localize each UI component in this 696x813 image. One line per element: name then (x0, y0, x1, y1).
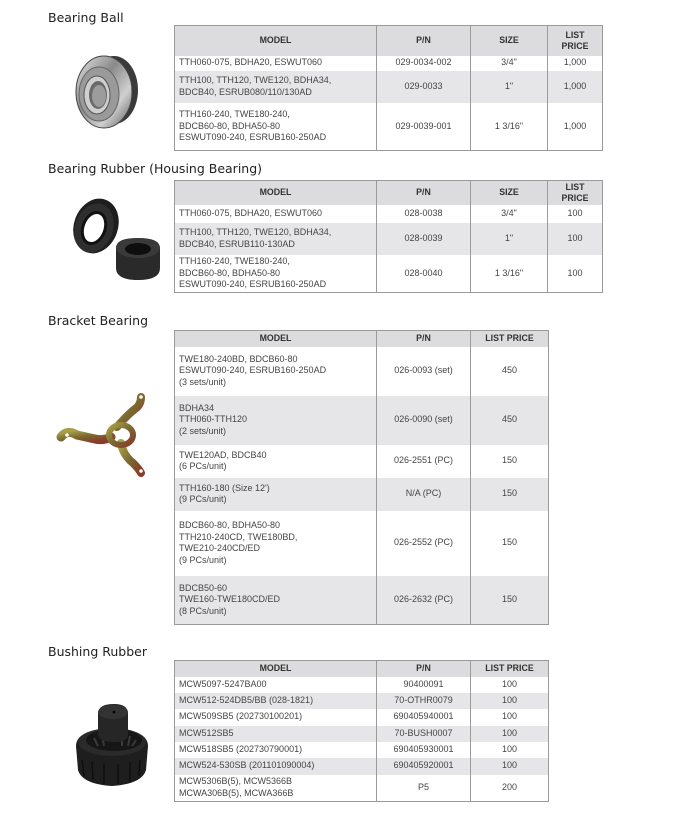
table-row (175, 205, 603, 223)
section-title-bearing-ball: Bearing Ball (48, 10, 124, 25)
pn-cell: 028-0039 (377, 223, 471, 255)
model-cell: MCW524-530SB (201101090004) (175, 758, 377, 775)
pn-cell: 690405920001 (377, 758, 471, 775)
pn-cell: 70-OTHR0079 (377, 693, 471, 709)
pn-cell: 028-0038 (377, 205, 471, 223)
column-header-pn: P/N (377, 181, 471, 205)
model-cell: MCW5306B(5), MCW5366B MCWA306B(5), MCWA366B (175, 775, 377, 802)
table-row (175, 103, 603, 151)
section-title-bushing-rubber: Bushing Rubber (48, 644, 147, 659)
table-row (175, 775, 549, 802)
price-cell: 100 (548, 223, 603, 255)
table-header-row (175, 331, 549, 347)
price-cell: 150 (471, 478, 549, 511)
column-header-list-price: LIST PRICE (471, 331, 549, 347)
pn-cell: 029-0033 (377, 71, 471, 103)
column-header-size: SIZE (471, 181, 548, 205)
pn-cell: 026-0093 (set) (377, 347, 471, 396)
price-cell: 450 (471, 396, 549, 445)
model-cell: MCW518SB5 (202730790001) (175, 742, 377, 758)
table-header-row (175, 661, 549, 677)
bushing-rubber-table (174, 660, 549, 802)
bearing-ball-image (70, 48, 140, 136)
pn-cell: 029-0039-001 (377, 103, 471, 151)
price-cell: 100 (471, 742, 549, 758)
pn-cell: 026-2551 (PC) (377, 445, 471, 478)
pn-cell: N/A (PC) (377, 478, 471, 511)
column-header-list-price: LIST PRICE (548, 181, 603, 205)
model-cell: TTH160-240, TWE180-240, BDCB60-80, BDHA50-80 ESWUT090-240, ESRUB160-250AD (175, 255, 377, 293)
size-cell: 1" (471, 223, 548, 255)
column-header-model: MODEL (175, 661, 377, 677)
pn-cell: 026-2632 (PC) (377, 576, 471, 625)
table-header-row (175, 181, 603, 205)
model-cell: BDCB50-60 TWE160-TWE180CD/ED (8 PCs/unit) (175, 576, 377, 625)
column-header-pn: P/N (377, 26, 471, 56)
pn-cell: 028-0040 (377, 255, 471, 293)
table-row (175, 742, 549, 758)
bracket-bearing-image (55, 385, 155, 480)
model-cell: BDHA34 TTH060-TTH120 (2 sets/unit) (175, 396, 377, 445)
section-title-bearing-rubber: Bearing Rubber (Housing Bearing) (48, 161, 263, 176)
section-title-bracket-bearing: Bracket Bearing (48, 313, 148, 328)
column-header-list-price: LIST PRICE (548, 26, 603, 56)
price-cell: 150 (471, 511, 549, 576)
table-row (175, 347, 549, 396)
bracket-bearing-table (174, 330, 549, 625)
size-cell: 3/4" (471, 56, 548, 71)
bearing-rubber-table (174, 180, 603, 293)
model-cell: TTH060-075, BDHA20, ESWUT060 (175, 205, 377, 223)
price-cell: 450 (471, 347, 549, 396)
table-row (175, 396, 549, 445)
pn-cell: 026-0090 (set) (377, 396, 471, 445)
table-row (175, 693, 549, 709)
price-cell: 100 (548, 205, 603, 223)
column-header-pn: P/N (377, 331, 471, 347)
size-cell: 1 3/16" (471, 255, 548, 293)
price-cell: 100 (471, 726, 549, 742)
column-header-list-price: LIST PRICE (471, 661, 549, 677)
table-row (175, 445, 549, 478)
pn-cell: 690405930001 (377, 742, 471, 758)
table-row (175, 255, 603, 293)
price-cell: 150 (471, 576, 549, 625)
price-cell: 100 (471, 693, 549, 709)
column-header-model: MODEL (175, 331, 377, 347)
model-cell: TTH100, TTH120, TWE120, BDHA34, BDCB40, ESRUB080/110/130AD (175, 71, 377, 103)
model-cell: MCW5097-5247BA00 (175, 677, 377, 693)
model-cell: TTH100, TTH120, TWE120, BDHA34, BDCB40, ESRUB110-130AD (175, 223, 377, 255)
table-row (175, 478, 549, 511)
price-cell: 200 (471, 775, 549, 802)
pn-cell: 029-0034-002 (377, 56, 471, 71)
table-row (175, 576, 549, 625)
pn-cell: 026-2552 (PC) (377, 511, 471, 576)
bearing-ball-table (174, 25, 603, 151)
model-cell: MCW509SB5 (202730100201) (175, 709, 377, 726)
model-cell: TWE120AD, BDCB40 (6 PCs/unit) (175, 445, 377, 478)
model-cell: MCW512-524DB5/BB (028-1821) (175, 693, 377, 709)
bushing-rubber-image (72, 700, 152, 790)
price-cell: 100 (548, 255, 603, 293)
model-cell: TWE180-240BD, BDCB60-80 ESWUT090-240, ESRUB160-250AD (3 sets/unit) (175, 347, 377, 396)
bearing-rubber-image (64, 190, 164, 290)
model-cell: TTH160-180 (Size 12') (9 PCs/unit) (175, 478, 377, 511)
column-header-pn: P/N (377, 661, 471, 677)
model-cell: BDCB60-80, BDHA50-80 TTH210-240CD, TWE180BD, TWE210-240CD/ED (9 PCs/unit) (175, 511, 377, 576)
column-header-model: MODEL (175, 26, 377, 56)
size-cell: 1 3/16" (471, 103, 548, 151)
price-cell: 1,000 (548, 103, 603, 151)
pn-cell: 90400091 (377, 677, 471, 693)
table-row (175, 677, 549, 693)
table-row (175, 223, 603, 255)
pn-cell: 70-BUSH0007 (377, 726, 471, 742)
size-cell: 3/4" (471, 205, 548, 223)
table-row (175, 758, 549, 775)
pn-cell: P5 (377, 775, 471, 802)
table-row (175, 726, 549, 742)
price-cell: 1,000 (548, 71, 603, 103)
table-row (175, 709, 549, 726)
model-cell: TTH060-075, BDHA20, ESWUT060 (175, 56, 377, 71)
column-header-model: MODEL (175, 181, 377, 205)
model-cell: MCW512SB5 (175, 726, 377, 742)
pn-cell: 690405940001 (377, 709, 471, 726)
table-header-row (175, 26, 603, 56)
price-cell: 100 (471, 709, 549, 726)
table-row (175, 71, 603, 103)
price-cell: 100 (471, 677, 549, 693)
table-row (175, 56, 603, 71)
column-header-size: SIZE (471, 26, 548, 56)
size-cell: 1" (471, 71, 548, 103)
price-cell: 100 (471, 758, 549, 775)
model-cell: TTH160-240, TWE180-240, BDCB60-80, BDHA50-80 ESWUT090-240, ESRUB160-250AD (175, 103, 377, 151)
table-row (175, 511, 549, 576)
price-cell: 1,000 (548, 56, 603, 71)
price-cell: 150 (471, 445, 549, 478)
